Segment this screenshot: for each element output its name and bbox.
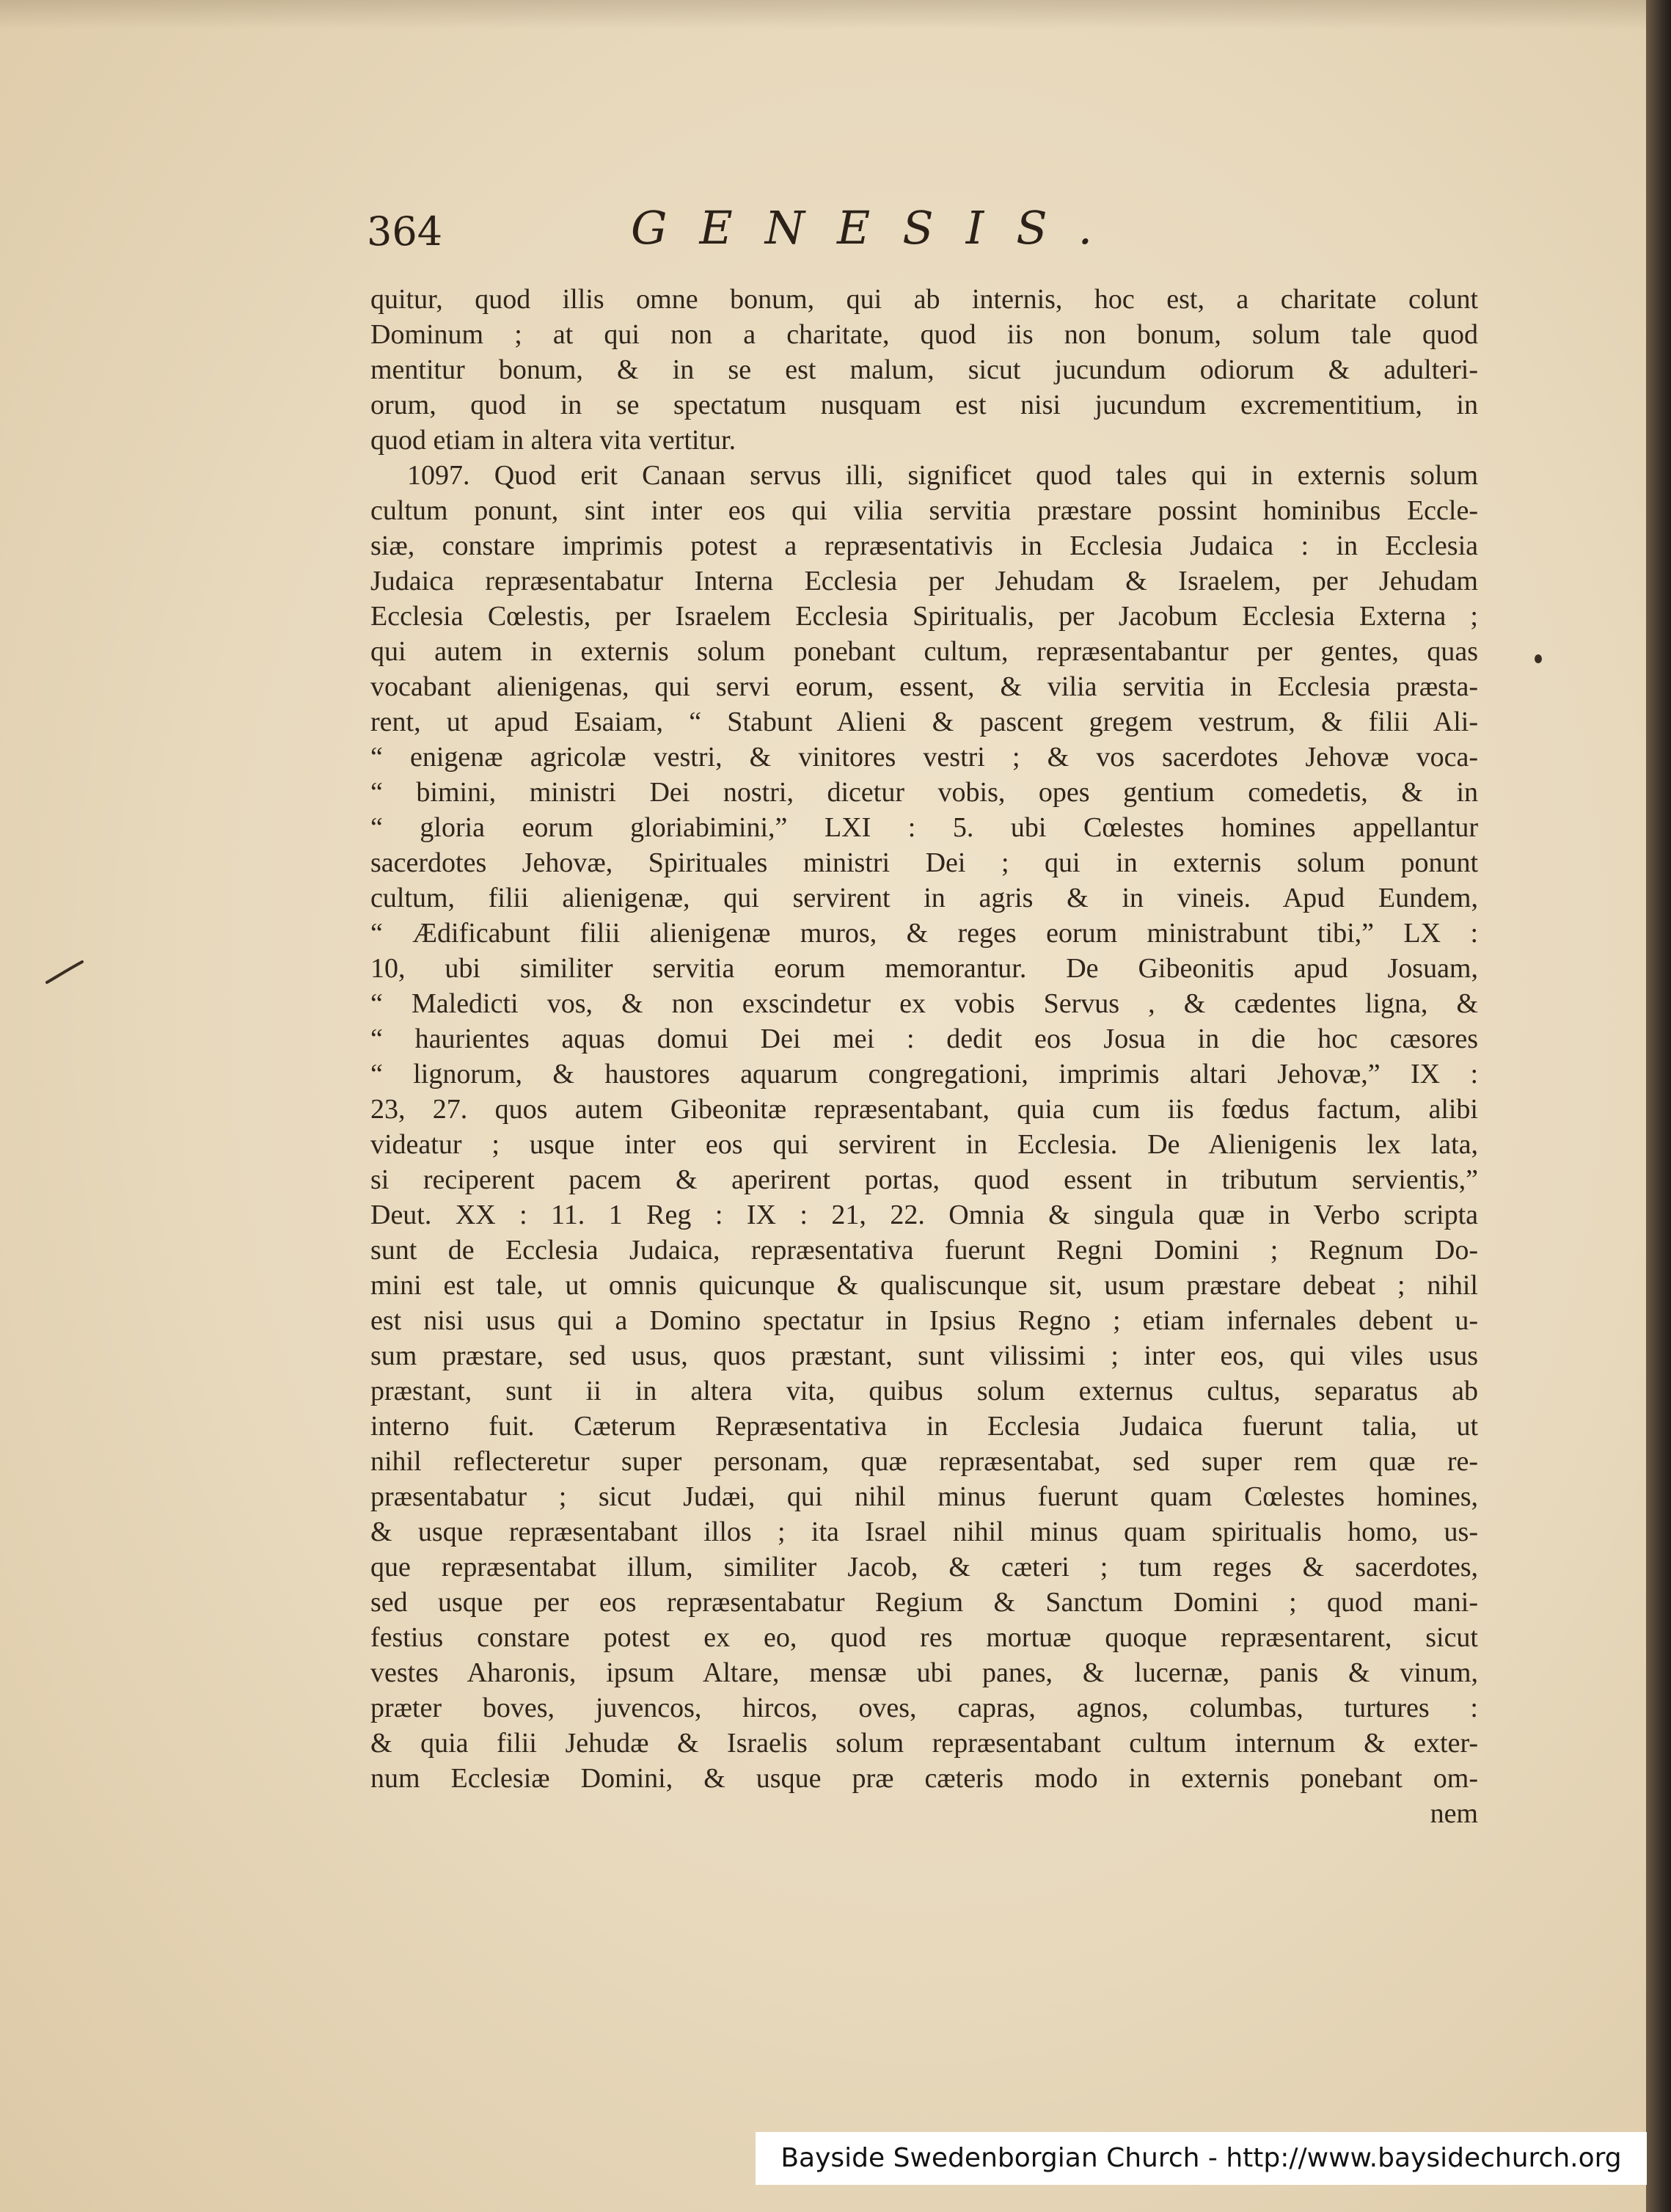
text-line: siæ, constare imprimis potest a repræsentativis in Ecclesia Judaica : in Ecclesia xyxy=(370,530,1478,561)
running-title: GENESIS. xyxy=(631,201,1125,255)
text-line: num Ecclesiæ Domini, & usque præ cæteris modo in externis ponebant om- xyxy=(370,1763,1478,1794)
text-line: “ lignorum, & haustores aquarum congregationi, imprimis altari Jehovæ,” IX : xyxy=(370,1059,1478,1089)
text-line: sed usque per eos repræsentabatur Regium & Sanctum Domini ; quod mani- xyxy=(370,1587,1478,1618)
ink-dot-icon xyxy=(1535,654,1542,663)
text-line: “ Maledicti vos, & non exscindetur ex vobis Servus , & cædentes ligna, & xyxy=(370,988,1478,1019)
text-line: quitur, quod illis omne bonum, qui ab internis, hoc est, a charitate colunt xyxy=(370,284,1478,315)
text-line: orum, quod in se spectatum nusquam est nisi jucundum excrementitium, in xyxy=(370,390,1478,420)
text-line: vestes Aharonis, ipsum Altare, mensæ ubi panes, & lucernæ, panis & vinum, xyxy=(370,1657,1478,1688)
text-line: præstant, sunt ii in altera vita, quibus solum externus cultus, separatus ab xyxy=(370,1376,1478,1406)
text-line: nihil reflecteretur super personam, quæ repræsentabat, sed super rem quæ re- xyxy=(370,1446,1478,1477)
text-line: videatur ; usque inter eos qui servirent in Ecclesia. De Alienigenis lex lata, xyxy=(370,1129,1478,1160)
text-line: præter boves, juvencos, hircos, oves, capras, agnos, columbas, turtures : xyxy=(370,1693,1478,1723)
text-line: “ enigenæ agricolæ vestri, & vinitores vestri ; & vos sacerdotes Jehovæ voca- xyxy=(370,742,1478,773)
text-line: rent, ut apud Esaiam, “ Stabunt Alieni & pascent gregem vestrum, & filii Ali- xyxy=(370,707,1478,737)
text-line: mentitur bonum, & in se est malum, sicut jucundum odiorum & adulteri- xyxy=(370,354,1478,385)
catchword: nem xyxy=(1430,1798,1478,1829)
text-line: & usque repræsentabant illos ; ita Israel nihil minus quam spiritualis homo, us- xyxy=(370,1516,1478,1547)
text-line: “ gloria eorum gloriabimini,” LXI : 5. ubi Cœlestes homines appellantur xyxy=(370,812,1478,843)
text-line: cultum ponunt, sint inter eos qui vilia servitia præstare possint hominibus Eccle- xyxy=(370,495,1478,526)
text-line: 10, ubi similiter servitia eorum memorantur. De Gibeonitis apud Josuam, xyxy=(370,953,1478,984)
text-line: “ bimini, ministri Dei nostri, dicetur vobis, opes gentium comedetis, & in xyxy=(370,777,1478,808)
text-line: qui autem in externis solum ponebant cultum, repræsentabantur per gentes, quas xyxy=(370,636,1478,667)
text-line: sum præstare, sed usus, quos præstant, sunt vilissimi ; inter eos, qui viles usus xyxy=(370,1340,1478,1371)
text-line: est nisi usus qui a Domino spectatur in Ipsius Regno ; etiam infernales debent u- xyxy=(370,1305,1478,1336)
page-number: 364 xyxy=(367,208,443,255)
ink-mark-icon xyxy=(44,957,88,987)
page-binding-edge xyxy=(1646,0,1671,2212)
text-line: Dominum ; at qui non a charitate, quod iis non bonum, solum tale quod xyxy=(370,319,1478,350)
text-line: interno fuit. Cæterum Repræsentativa in Ecclesia Judaica fuerunt talia, ut xyxy=(370,1411,1478,1442)
text-line: Ecclesia Cœlestis, per Israelem Ecclesia Spiritualis, per Jacobum Ecclesia Externa ; xyxy=(370,601,1478,632)
text-line: 23, 27. quos autem Gibeonitæ repræsentabant, quia cum iis fœdus factum, alibi xyxy=(370,1094,1478,1125)
page-top-shadow xyxy=(0,0,1646,29)
body-text xyxy=(370,282,1478,1831)
paragraph-start-1097: 1097. Quod erit Canaan servus illi, significet quod tales qui in externis solum xyxy=(407,460,1478,491)
text-line: Judaica repræsentabatur Interna Ecclesia per Jehudam & Israelem, per Jehudam xyxy=(370,566,1478,596)
text-line: que repræsentabat illum, similiter Jacob, & cæteri ; tum reges & sacerdotes, xyxy=(370,1552,1478,1583)
text-line: “ Ædificabunt filii alienigenæ muros, & reges eorum ministrabunt tibi,” LX : xyxy=(370,918,1478,949)
text-line: mini est tale, ut omnis quicunque & qualiscunque sit, usum præstare debeat ; nihil xyxy=(370,1270,1478,1301)
text-line: Deut. XX : 11. 1 Reg : IX : 21, 22. Omnia & singula quæ in Verbo scripta xyxy=(370,1200,1478,1230)
text-line: quod etiam in altera vita vertitur. xyxy=(370,425,736,456)
watermark-caption: Bayside Swedenborgian Church - http://www.baysidechurch.org xyxy=(756,2132,1647,2185)
text-line: & quia filii Jehudæ & Israelis solum repræsentabant cultum internum & exter- xyxy=(370,1728,1478,1759)
text-line: vocabant alienigenas, qui servi eorum, essent, & vilia servitia in Ecclesia præsta- xyxy=(370,671,1478,702)
text-line: si reciperent pacem & aperirent portas, quod essent in tributum servientis,” xyxy=(370,1164,1478,1195)
text-line: sunt de Ecclesia Judaica, repræsentativa fuerunt Regni Domini ; Regnum Do- xyxy=(370,1235,1478,1266)
text-line: “ haurientes aquas domui Dei mei : dedit eos Josua in die hoc cæsores xyxy=(370,1023,1478,1054)
text-line: cultum, filii alienigenæ, qui servirent in agris & in vineis. Apud Eundem, xyxy=(370,883,1478,913)
text-line: sacerdotes Jehovæ, Spirituales ministri Dei ; qui in externis solum ponunt xyxy=(370,847,1478,878)
page-header xyxy=(367,201,1482,274)
text-line: festius constare potest ex eo, quod res mortuæ quoque repræsentarent, sicut xyxy=(370,1622,1478,1653)
text-line: præsentabatur ; sicut Judæi, qui nihil minus fuerunt quam Cœlestes homines, xyxy=(370,1481,1478,1512)
